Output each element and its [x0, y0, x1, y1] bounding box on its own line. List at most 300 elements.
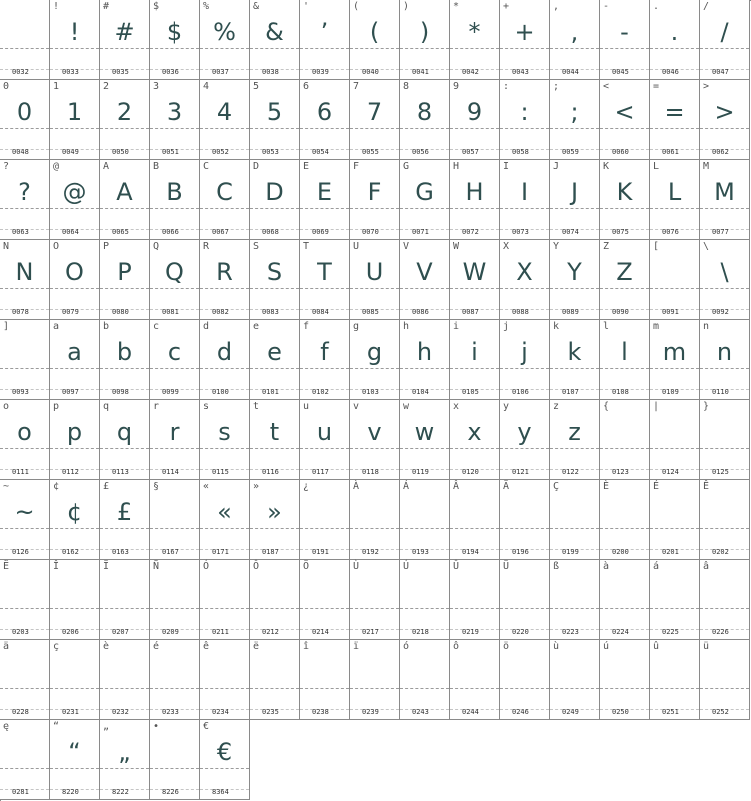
baseline-guide [150, 368, 199, 369]
glyph-sample: B [166, 178, 183, 206]
baseline-guide [550, 48, 599, 49]
baseline-guide [0, 288, 49, 289]
glyph-sample: u [316, 418, 333, 446]
cell-code-label: 0207 [112, 628, 129, 636]
cell-code-label: 0249 [562, 708, 579, 716]
glyph-sample: ~ [14, 498, 35, 526]
glyph-sample: « [217, 498, 232, 526]
baseline-guide [350, 448, 399, 449]
cell-character-label: ~ [3, 481, 10, 492]
cell-code-label: 0211 [212, 628, 229, 636]
baseline-guide [400, 688, 449, 689]
glyph-cell [500, 160, 550, 240]
baseline-guide [250, 128, 299, 129]
cell-code-label: 0124 [662, 468, 679, 476]
cell-code-label: 0118 [362, 468, 379, 476]
baseline-guide [0, 768, 49, 769]
glyph-sample: 6 [316, 98, 333, 126]
cell-character-label: ¿ [303, 481, 310, 492]
cell-code-label: 0226 [712, 628, 729, 636]
glyph-cell [500, 320, 550, 400]
baseline-guide [700, 528, 749, 529]
glyph-cell [0, 400, 50, 480]
baseline-guide [650, 368, 699, 369]
cell-code-label: 0244 [462, 708, 479, 716]
cell-code-label: 0075 [612, 228, 629, 236]
cell-character-label: X [503, 241, 510, 252]
baseline-guide [150, 48, 199, 49]
cell-code-label: 0098 [112, 388, 129, 396]
cell-character-label: „ [103, 721, 110, 732]
glyph-sample: o [17, 418, 32, 446]
glyph-cell [250, 240, 300, 320]
cell-code-label: 0080 [112, 308, 129, 316]
cell-character-label: s [203, 401, 210, 412]
baseline-guide [550, 528, 599, 529]
glyph-cell [300, 240, 350, 320]
glyph-cell [700, 400, 750, 480]
baseline-guide [0, 368, 49, 369]
baseline-guide [550, 688, 599, 689]
cell-character-label: Ú [403, 561, 410, 572]
glyph-cell [100, 320, 150, 400]
glyph-cell [0, 720, 50, 800]
glyph-sample: D [265, 178, 284, 206]
cell-character-label: À [353, 481, 360, 492]
glyph-cell [700, 560, 750, 640]
cell-code-label: 0041 [412, 68, 429, 76]
cell-code-label: 0105 [462, 388, 479, 396]
cell-character-label: ô [453, 641, 460, 652]
cell-character-label: Á [403, 481, 410, 492]
baseline-guide [550, 128, 599, 129]
glyph-cell [550, 320, 600, 400]
baseline-guide [400, 608, 449, 609]
glyph-sample: ! [69, 18, 80, 46]
glyph-sample: k [567, 338, 582, 366]
cell-code-label: 0114 [162, 468, 179, 476]
cell-code-label: 0038 [262, 68, 279, 76]
cell-character-label: F [353, 161, 360, 172]
cell-code-label: 0064 [62, 228, 79, 236]
glyph-cell [400, 0, 450, 80]
cell-character-label: ä [3, 641, 10, 652]
glyph-sample: Q [165, 258, 184, 286]
glyph-cell [0, 640, 50, 720]
glyph-cell [250, 0, 300, 80]
baseline-guide [150, 128, 199, 129]
glyph-sample: 7 [366, 98, 383, 126]
cell-character-label: z [553, 401, 560, 412]
cell-character-label: Î [53, 561, 60, 572]
cell-code-label: 0202 [712, 548, 729, 556]
cell-code-label: 0281 [12, 788, 29, 796]
glyph-sample: q [116, 418, 133, 446]
baseline-guide [250, 48, 299, 49]
cell-code-label: 0167 [162, 548, 179, 556]
cell-code-label: 0231 [62, 708, 79, 716]
cell-character-label: W [453, 241, 460, 252]
cell-code-label: 0187 [262, 548, 279, 556]
glyph-cell [150, 480, 200, 560]
glyph-sample: O [65, 258, 84, 286]
cell-code-label: 0121 [512, 468, 529, 476]
glyph-sample: c [167, 338, 182, 366]
glyph-cell [250, 400, 300, 480]
baseline-guide [300, 288, 349, 289]
cell-code-label: 0250 [612, 708, 629, 716]
baseline-guide [150, 208, 199, 209]
glyph-cell [350, 320, 400, 400]
cell-character-label: w [403, 401, 410, 412]
glyph-cell [650, 240, 700, 320]
cell-character-label: § [153, 481, 160, 492]
cell-code-label: 0085 [362, 308, 379, 316]
glyph-sample: < [614, 98, 635, 126]
glyph-cell [650, 400, 700, 480]
glyph-cell [700, 240, 750, 320]
cell-code-label: 0228 [12, 708, 29, 716]
baseline-guide [650, 688, 699, 689]
cell-code-label: 0032 [12, 68, 29, 76]
cell-code-label: 0050 [112, 148, 129, 156]
baseline-guide [150, 448, 199, 449]
baseline-guide [350, 208, 399, 209]
glyph-sample: 3 [166, 98, 183, 126]
cell-character-label: ß [553, 561, 560, 572]
cell-character-label: • [153, 721, 160, 732]
baseline-guide [200, 128, 249, 129]
baseline-guide [50, 688, 99, 689]
glyph-cell [350, 640, 400, 720]
cell-code-label: 0043 [512, 68, 529, 76]
cell-character-label: / [703, 1, 710, 12]
glyph-cell [0, 0, 50, 80]
glyph-cell [600, 640, 650, 720]
cell-character-label: p [53, 401, 60, 412]
baseline-guide [700, 608, 749, 609]
baseline-guide [600, 128, 649, 129]
glyph-cell [450, 320, 500, 400]
cell-code-label: 0056 [412, 148, 429, 156]
glyph-cell [600, 160, 650, 240]
baseline-guide [50, 288, 99, 289]
cell-character-label: r [153, 401, 160, 412]
glyph-cell [550, 640, 600, 720]
cell-character-label: } [703, 401, 710, 412]
cell-character-label: È [603, 481, 610, 492]
baseline-guide [300, 48, 349, 49]
cell-character-label: o [3, 401, 10, 412]
cell-character-label: # [103, 1, 110, 12]
baseline-guide [200, 288, 249, 289]
cell-character-label: - [603, 1, 610, 12]
cell-code-label: 0171 [212, 548, 229, 556]
cell-code-label: 0120 [462, 468, 479, 476]
glyph-cell [650, 640, 700, 720]
glyph-sample: G [415, 178, 434, 206]
cell-character-label: % [203, 1, 210, 12]
cell-character-label: 9 [453, 81, 460, 92]
glyph-sample: Y [567, 258, 582, 286]
glyph-sample: 8 [416, 98, 433, 126]
glyph-sample: % [213, 18, 236, 46]
glyph-sample: » [267, 498, 282, 526]
baseline-guide [300, 448, 349, 449]
cell-code-label: 0239 [362, 708, 379, 716]
glyph-cell [200, 80, 250, 160]
baseline-guide [400, 448, 449, 449]
cell-code-label: 0057 [462, 148, 479, 156]
cell-character-label: Ñ [153, 561, 160, 572]
glyph-sample: # [114, 18, 135, 46]
cell-code-label: 0060 [612, 148, 629, 156]
cell-character-label: v [353, 401, 360, 412]
cell-code-label: 0162 [62, 548, 79, 556]
glyph-cell [200, 320, 250, 400]
baseline-guide [650, 288, 699, 289]
cell-code-label: 0077 [712, 228, 729, 236]
baseline-guide [50, 608, 99, 609]
baseline-guide [700, 208, 749, 209]
baseline-guide [400, 48, 449, 49]
glyph-cell [600, 80, 650, 160]
glyph-sample: a [67, 338, 82, 366]
glyph-sample: & [265, 18, 284, 46]
baseline-guide [650, 208, 699, 209]
baseline-guide [500, 48, 549, 49]
baseline-guide [300, 208, 349, 209]
baseline-guide [100, 48, 149, 49]
glyph-sample: M [714, 178, 735, 206]
glyph-cell [150, 160, 200, 240]
glyph-sample: = [664, 98, 685, 126]
glyph-cell [550, 80, 600, 160]
baseline-guide [350, 368, 399, 369]
cell-code-label: 0193 [412, 548, 429, 556]
glyph-cell [0, 240, 50, 320]
glyph-sample: - [620, 18, 629, 46]
baseline-guide [600, 688, 649, 689]
glyph-cell [250, 560, 300, 640]
glyph-cell [100, 560, 150, 640]
cell-character-label: è [103, 641, 110, 652]
glyph-sample: U [365, 258, 384, 286]
glyph-sample: £ [116, 498, 133, 526]
glyph-cell [450, 480, 500, 560]
baseline-guide [500, 688, 549, 689]
baseline-guide [650, 48, 699, 49]
baseline-guide [250, 448, 299, 449]
cell-code-label: 0100 [212, 388, 229, 396]
cell-code-label: 0206 [62, 628, 79, 636]
glyph-sample: C [216, 178, 233, 206]
baseline-guide [150, 528, 199, 529]
glyph-cell [500, 400, 550, 480]
glyph-cell [600, 0, 650, 80]
baseline-guide [250, 288, 299, 289]
glyph-cell [150, 560, 200, 640]
cell-code-label: 0122 [562, 468, 579, 476]
baseline-guide [0, 688, 49, 689]
glyph-cell [600, 320, 650, 400]
glyph-cell [250, 160, 300, 240]
cell-code-label: 0112 [62, 468, 79, 476]
glyph-sample: * [468, 18, 481, 46]
baseline-guide [200, 768, 249, 769]
glyph-cell [50, 720, 100, 800]
cell-code-label: 8364 [212, 788, 229, 796]
baseline-guide [200, 368, 249, 369]
glyph-sample: 4 [216, 98, 233, 126]
glyph-cell [50, 80, 100, 160]
glyph-sample: l [621, 338, 628, 366]
cell-character-label: ú [603, 641, 610, 652]
cell-character-label: € [203, 721, 210, 732]
glyph-sample: A [116, 178, 133, 206]
cell-code-label: 0103 [362, 388, 379, 396]
glyph-cell [50, 160, 100, 240]
glyph-sample: 5 [266, 98, 283, 126]
cell-code-label: 0036 [162, 68, 179, 76]
cell-code-label: 0066 [162, 228, 179, 236]
baseline-guide [250, 688, 299, 689]
baseline-guide [0, 608, 49, 609]
cell-character-label: ? [3, 161, 10, 172]
cell-character-label: * [453, 1, 460, 12]
cell-code-label: 0191 [312, 548, 329, 556]
cell-character-label: Ç [553, 481, 560, 492]
glyph-sample: > [714, 98, 735, 126]
baseline-guide [100, 448, 149, 449]
cell-character-label: Ö [303, 561, 310, 572]
glyph-sample: H [465, 178, 484, 206]
cell-code-label: 0224 [612, 628, 629, 636]
glyph-sample: i [471, 338, 478, 366]
glyph-cell [100, 720, 150, 800]
glyph-sample: ’ [320, 18, 329, 46]
baseline-guide [650, 128, 699, 129]
cell-code-label: 0212 [262, 628, 279, 636]
baseline-guide [500, 128, 549, 129]
glyph-sample: X [516, 258, 533, 286]
cell-code-label: 0218 [412, 628, 429, 636]
baseline-guide [500, 448, 549, 449]
cell-character-label: S [253, 241, 260, 252]
glyph-cell [350, 0, 400, 80]
baseline-guide [0, 48, 49, 49]
glyph-cell [600, 240, 650, 320]
baseline-guide [400, 128, 449, 129]
glyph-sample: d [216, 338, 233, 366]
baseline-guide [400, 288, 449, 289]
cell-character-label: ) [403, 1, 410, 12]
glyph-sample: / [720, 18, 729, 46]
glyph-cell [550, 480, 600, 560]
baseline-guide [700, 288, 749, 289]
cell-character-label: P [103, 241, 110, 252]
glyph-cell [0, 80, 50, 160]
glyph-cell [200, 0, 250, 80]
cell-character-label: » [253, 481, 260, 492]
glyph-sample: “ [68, 738, 81, 766]
baseline-guide [0, 208, 49, 209]
baseline-guide [450, 368, 499, 369]
cell-code-label: 0052 [212, 148, 229, 156]
cell-character-label: N [3, 241, 10, 252]
glyph-cell [250, 80, 300, 160]
glyph-cell [150, 400, 200, 480]
glyph-cell [300, 640, 350, 720]
baseline-guide [300, 128, 349, 129]
cell-code-label: 0040 [362, 68, 379, 76]
glyph-sample: „ [118, 738, 131, 766]
glyph-cell [650, 0, 700, 80]
cell-code-label: 0199 [562, 548, 579, 556]
cell-character-label: q [103, 401, 110, 412]
cell-character-label: i [453, 321, 460, 332]
glyph-cell [700, 320, 750, 400]
glyph-cell [100, 80, 150, 160]
glyph-cell [150, 0, 200, 80]
cell-code-label: 0232 [112, 708, 129, 716]
glyph-cell [250, 320, 300, 400]
glyph-cell [550, 240, 600, 320]
cell-code-label: 0046 [662, 68, 679, 76]
baseline-guide [450, 688, 499, 689]
cell-character-label: Z [603, 241, 610, 252]
cell-character-label: B [153, 161, 160, 172]
glyph-sample: N [15, 258, 34, 286]
glyph-cell [650, 80, 700, 160]
baseline-guide [600, 448, 649, 449]
glyph-cell [150, 240, 200, 320]
baseline-guide [50, 448, 99, 449]
glyph-cell [450, 240, 500, 320]
glyph-cell [0, 320, 50, 400]
baseline-guide [400, 208, 449, 209]
cell-code-label: 0220 [512, 628, 529, 636]
cell-code-label: 0252 [712, 708, 729, 716]
cell-code-label: 0110 [712, 388, 729, 396]
glyph-cell [700, 160, 750, 240]
glyph-sample: . [670, 18, 679, 46]
glyph-cell [50, 240, 100, 320]
glyph-cell [600, 400, 650, 480]
cell-code-label: 0073 [512, 228, 529, 236]
cell-code-label: 0082 [212, 308, 229, 316]
glyph-sample: Z [616, 258, 633, 286]
cell-code-label: 0238 [312, 708, 329, 716]
cell-character-label: @ [53, 161, 60, 172]
cell-character-label: « [203, 481, 210, 492]
baseline-guide [100, 768, 149, 769]
glyph-sample: \ [720, 258, 729, 286]
glyph-sample: $ [166, 18, 183, 46]
glyph-cell [200, 480, 250, 560]
baseline-guide [600, 208, 649, 209]
glyph-cell [0, 560, 50, 640]
cell-code-label: 0058 [512, 148, 529, 156]
cell-character-label: 6 [303, 81, 310, 92]
cell-character-label: Y [553, 241, 560, 252]
glyph-cell [100, 400, 150, 480]
glyph-sample: J [570, 178, 579, 206]
baseline-guide [200, 688, 249, 689]
glyph-cell [550, 400, 600, 480]
cell-code-label: 0102 [312, 388, 329, 396]
cell-code-label: 0090 [612, 308, 629, 316]
